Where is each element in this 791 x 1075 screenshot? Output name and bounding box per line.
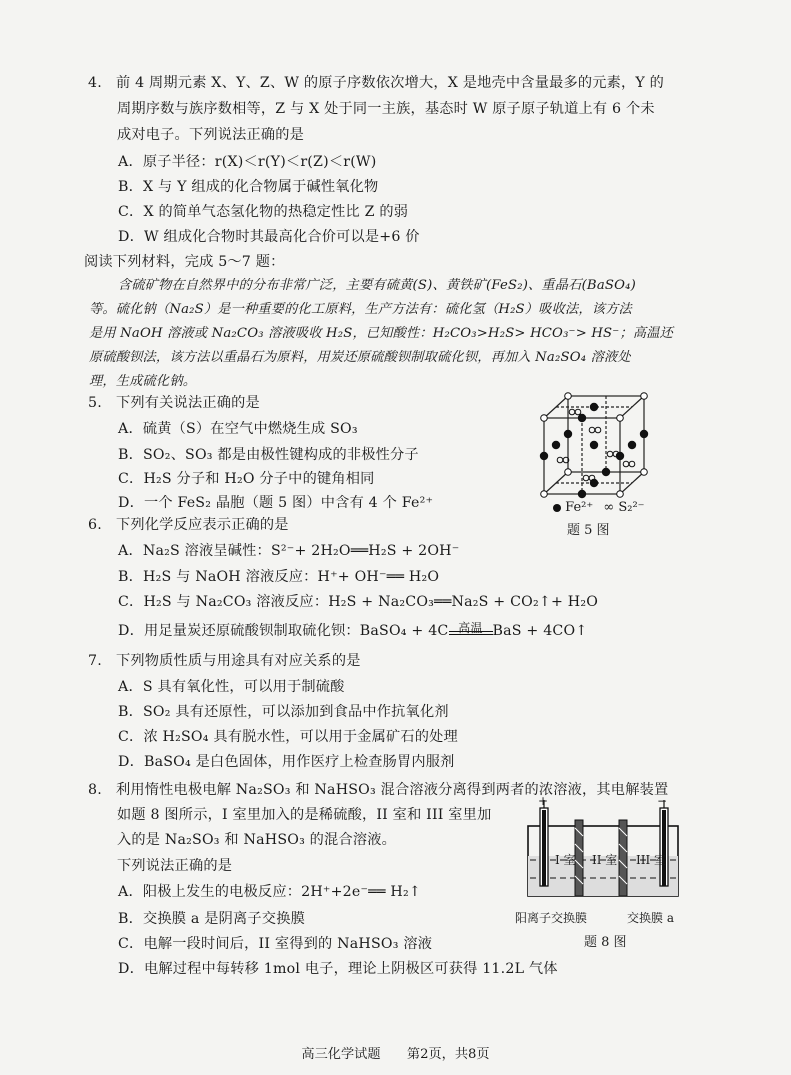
q7-number: 7.: [88, 653, 102, 669]
q8-option-d: D．电解过程中每转移 1mol 电子，理论上阴极区可获得 11.2L 气体: [118, 961, 558, 977]
fig5-caption: 题 5 图: [567, 523, 610, 538]
anode-plus-label: +: [538, 794, 549, 808]
fig8-caption: 题 8 图: [584, 935, 627, 950]
room-1-label: I 室: [555, 853, 576, 867]
q5-option-b: B．SO₂、SO₃ 都是由极性键构成的非极性分子: [118, 447, 419, 463]
q8-line-1: 8. 利用惰性电极电解 Na₂SO₃ 和 NaHSO₃ 混合溶液分离得到两者的浓溶液，其电解装置: [88, 782, 669, 798]
reading-line-2: 等。硫化钠（Na₂S）是一种重要的化工原料，生产方法有：硫化氢（H₂S）吸收法，该方法: [89, 302, 632, 317]
q8-option-a: A．阳极上发生的电极反应：2H⁺+2e⁻══ H₂↑: [118, 884, 421, 900]
q8-number: 8.: [88, 782, 102, 798]
q6-option-d: D．用足量炭还原硫酸钡制取硫化钡：BaSO₄ + 4C 高温 BaS + 4CO↑: [118, 621, 588, 639]
q8-line-3: 入的是 Na₂SO₃ 和 NaHSO₃ 的混合溶液。: [117, 832, 396, 848]
q7-stem: 7. 下列物质性质与用途具有对应关系的是: [88, 653, 361, 669]
reading-line-4: 原硫酸钡法，该方法以重晶石为原料，用炭还原硫酸钡制取硫化钡，再加入 Na₂SO₄ 溶液处: [89, 350, 631, 365]
q4-line-2: 周期序数与族序数相等，Z 与 X 处于同一主族，基态时 W 原子原子轨道上有 6 个未: [117, 101, 655, 117]
q7-option-c: C．浓 H₂SO₄ 具有脱水性，可以用于金属矿石的处理: [118, 729, 458, 745]
q4-line-1: 4. 前 4 周期元素 X、Y、Z、W 的原子序数依次增大，X 是地壳中含量最多的元素，Y 的: [88, 75, 665, 91]
fe-ion-legend-icon: [553, 504, 561, 512]
s2-ion-legend-label: S₂²⁻: [618, 500, 645, 515]
room-2-label: II 室: [592, 853, 618, 867]
fig5-legend: [553, 500, 645, 515]
q4-option-d: D．W 组成化合物时其最高化合价可以是+6 价: [118, 229, 420, 245]
reading-line-3: 是用 NaOH 溶液或 Na₂CO₃ 溶液吸收 H₂S，已知酸性：H₂CO₃>H₂S> HCO₃⁻> HS⁻；高温还: [89, 326, 674, 341]
q8-option-b: B．交换膜 a 是阴离子交换膜: [118, 911, 305, 927]
q5-option-d: D．一个 FeS₂ 晶胞（题 5 图）中含有 4 个 Fe²⁺: [118, 495, 434, 511]
q8-line-4: 下列说法正确的是: [117, 858, 233, 874]
reading-intro: 阅读下列材料，完成 5～7 题：: [84, 254, 285, 270]
room-3-label: III 室: [636, 853, 667, 867]
cathode-minus-label: −: [657, 794, 668, 808]
reading-line-1: 含硫矿物在自然界中的分布非常广泛，主要有硫黄(S)、黄铁矿(FeS₂)、重晶石(BaSO₄): [118, 278, 636, 293]
q7-option-b: B．SO₂ 具有还原性，可以添加到食品中作抗氧化剂: [118, 704, 449, 720]
page-footer: 高三化学试题 第2页，共8页: [301, 1047, 490, 1062]
q4-line-3: 成对电子。下列说法正确的是: [117, 127, 305, 143]
q5-number: 5.: [88, 395, 102, 411]
high-temp-condition: 高温: [458, 621, 483, 635]
cation-membrane-label: 阳离子交换膜: [515, 911, 588, 925]
q5-option-a: A．硫黄（S）在空气中燃烧生成 SO₃: [118, 421, 358, 437]
fe-ion-legend-label: Fe²⁺: [565, 500, 594, 515]
q6-option-b: B．H₂S 与 NaOH 溶液反应：H⁺+ OH⁻══ H₂O: [118, 569, 440, 585]
high-temp-arrow: [449, 621, 493, 640]
fes2-unit-cell-figure: [530, 390, 660, 500]
membrane-a-label: 交换膜 a: [627, 911, 674, 925]
q6-option-a: A．Na₂S 溶液呈碱性：S²⁻+ 2H₂O══H₂S + 2OH⁻: [118, 543, 460, 559]
q4-option-a: A．原子半径：r(X)＜r(Y)＜r(Z)＜r(W): [118, 154, 377, 170]
q6-number: 6.: [88, 517, 102, 533]
q7-option-d: D．BaSO₄ 是白色固体，用作医疗上检查肠胃内服剂: [118, 754, 455, 770]
q4-option-c: C．X 的简单气态氢化物的热稳定性比 Z 的弱: [118, 204, 409, 220]
reading-line-5: 理，生成硫化钠。: [89, 374, 197, 389]
q8-line-2: 如题 8 图所示，I 室里加入的是稀硫酸，II 室和 III 室里加: [117, 807, 492, 823]
q4-number: 4.: [88, 75, 102, 91]
q8-option-c: C．电解一段时间后，II 室得到的 NaHSO₃ 溶液: [118, 936, 433, 952]
q6-stem: 6. 下列化学反应表示正确的是: [88, 517, 289, 533]
q4-option-b: B．X 与 Y 组成的化合物属于碱性氧化物: [118, 179, 379, 195]
s2-ion-legend-icon: ∞: [603, 500, 615, 515]
q5-stem: 5. 下列有关说法正确的是: [88, 395, 260, 411]
q5-option-c: C．H₂S 分子和 H₂O 分子中的键角相同: [118, 471, 375, 487]
q6-option-c: C．H₂S 与 Na₂CO₃ 溶液反应：H₂S + Na₂CO₃══Na₂S + CO₂↑+ H₂O: [118, 594, 599, 610]
q7-option-a: A．S 具有氧化性，可以用于制硫酸: [118, 679, 345, 695]
